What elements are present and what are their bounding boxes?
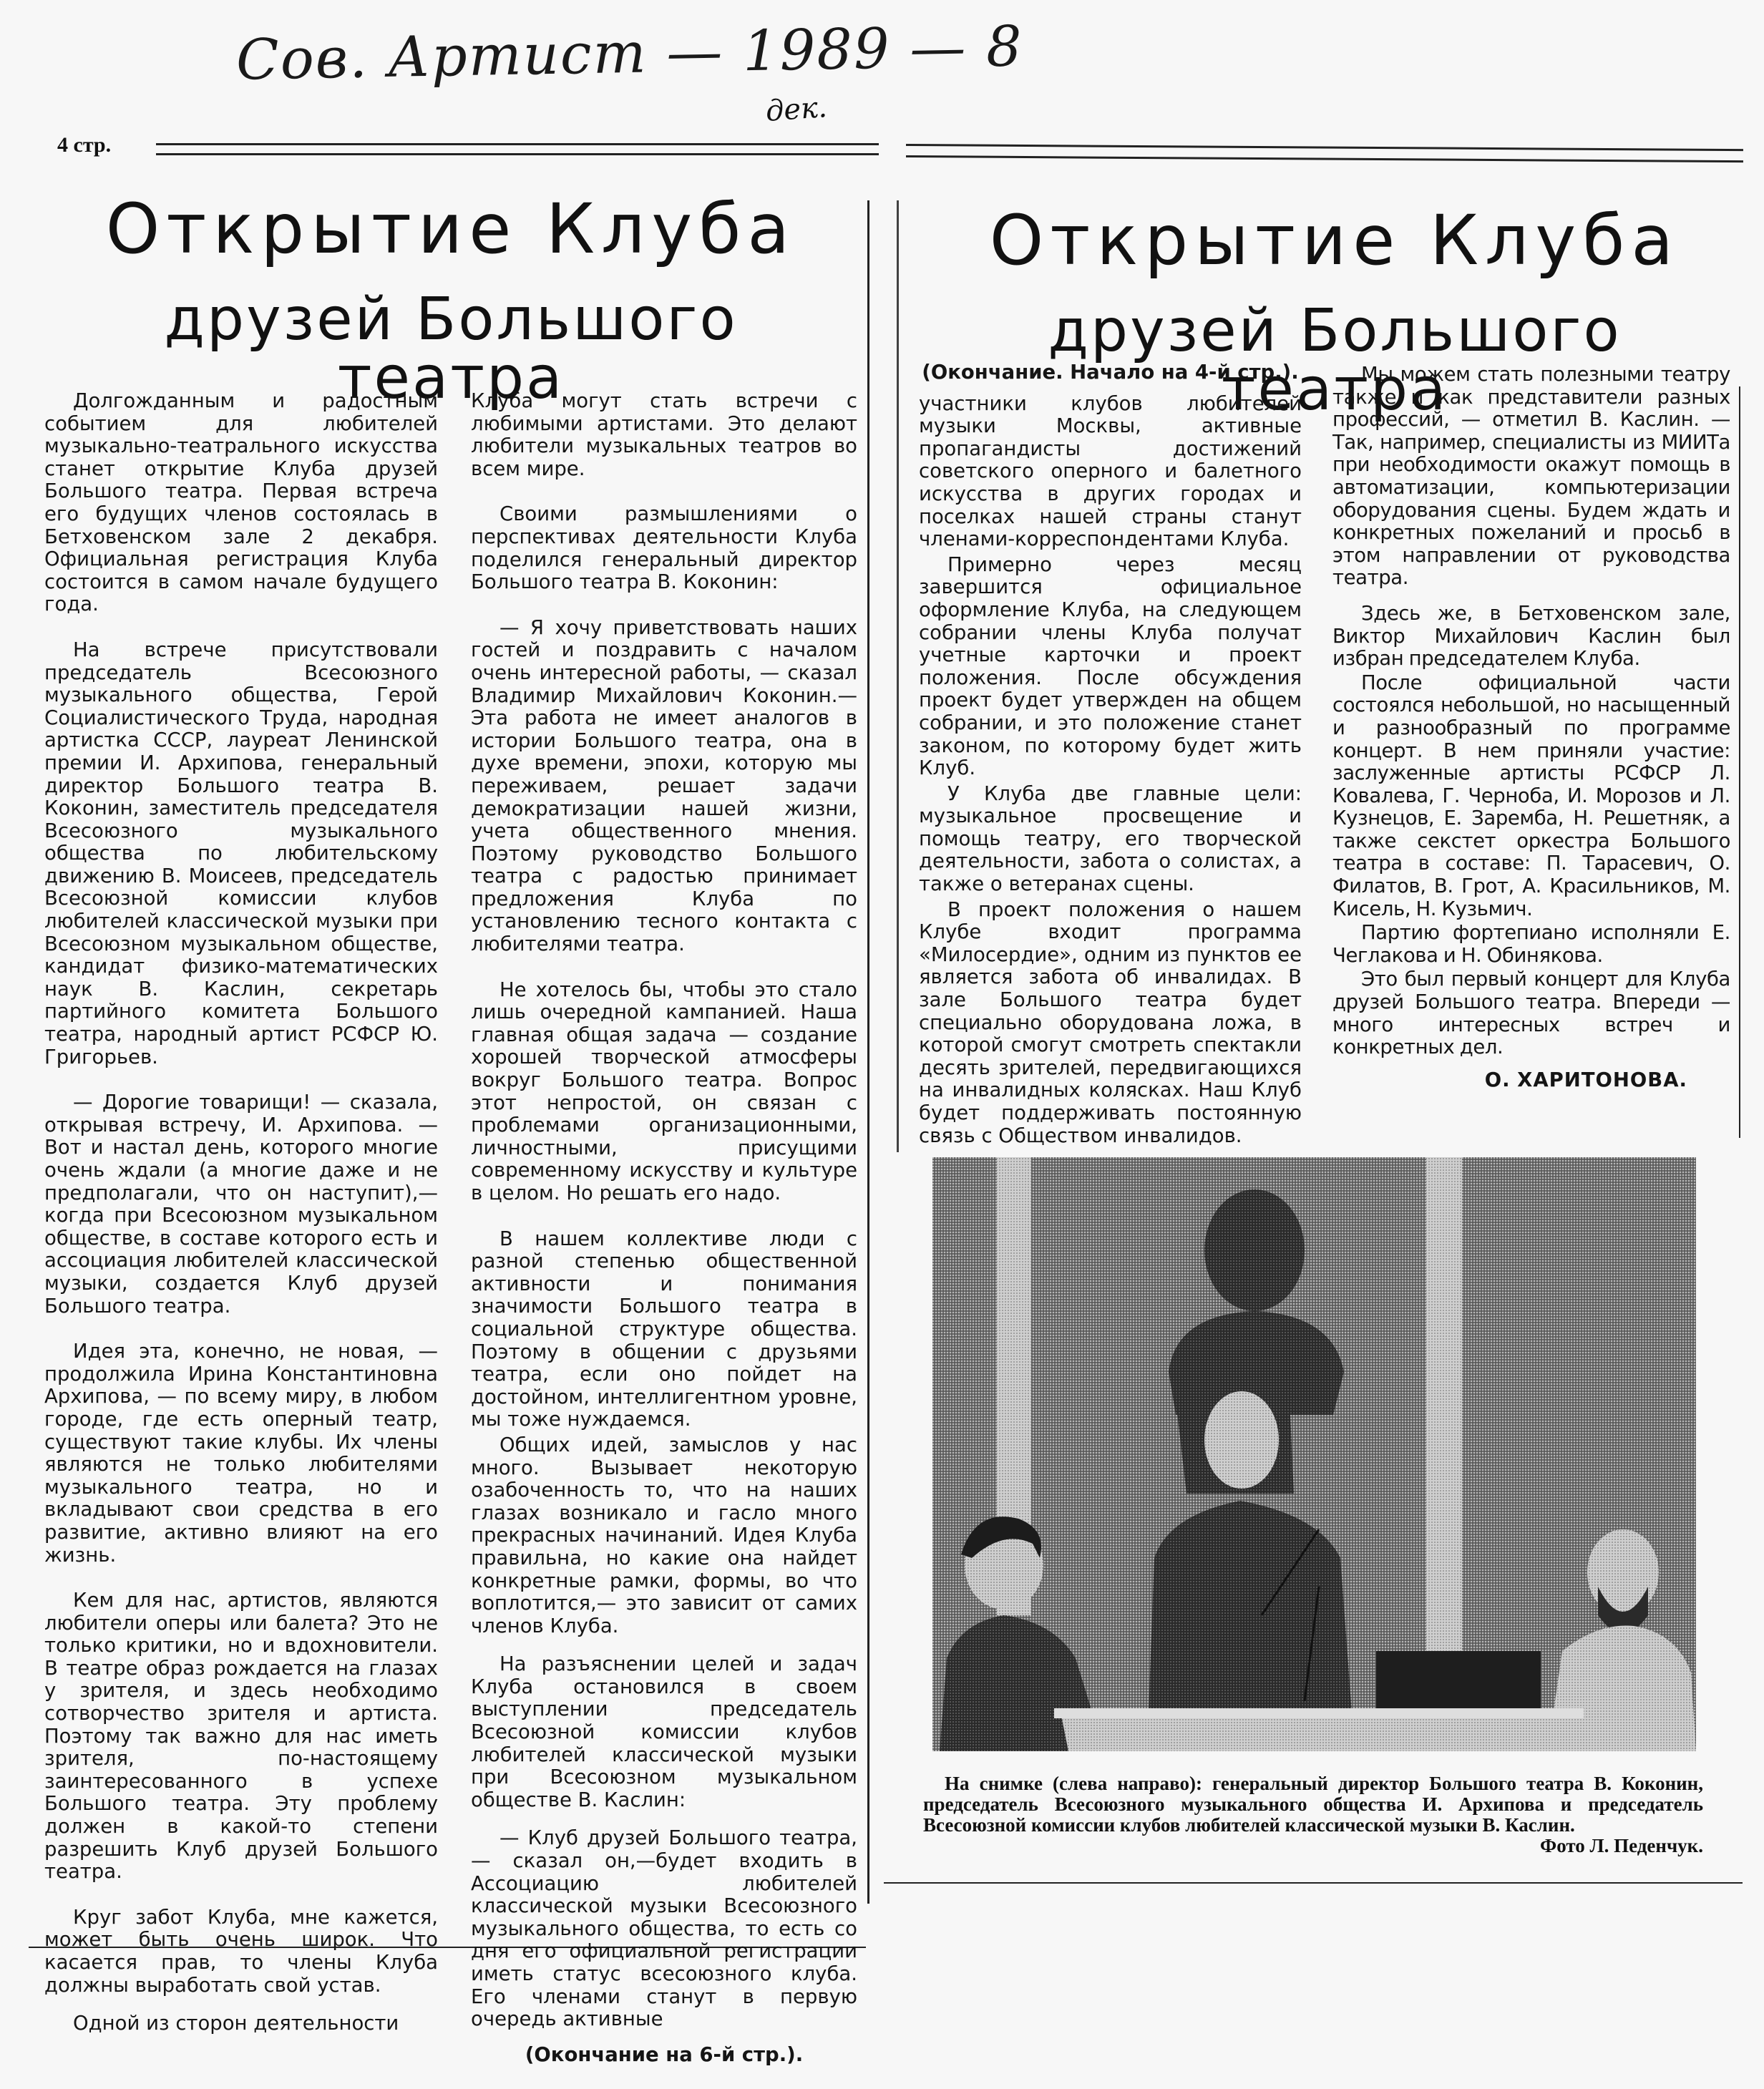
table-edge [1054,1708,1584,1718]
footer-rule-right [884,1882,1743,1884]
photo-caption-text: На снимке (слева направо): генеральный директор Большого театра В. Коконин, председатель Всесоюзного музыкального общества И. Архипова и председатель Всесоюзной комиссии клубов любителей классической музыки В. Каслин. [923,1773,1703,1836]
continued-on-note: (Окончание на 6-й стр.). [525,2042,804,2066]
paragraph: Кем для нас, артистов, являются любители оперы или балета? Это не только критики, но и вдохновители. В театре образ рождается на глазах у зрителя, и здесь необходимо сотворчество зрителя и артиста. Поэтому так важно для нас иметь зрителя, по-настоящему заинтересованного в успехе Большого театра. Эту проблему должен в какой-то степени разрешить Клуб друзей Большого театра. [44,1589,438,1884]
article-column-4 [1332,364,1730,1091]
page-number-label: 4 стр. [57,133,112,157]
woman-face [1204,1391,1279,1489]
column-separator-page-gutter [897,200,899,1152]
handwritten-month-note: дек. [764,91,829,128]
paragraph: — Клуб друзей Большого театра,— сказал он,—будет входить в Ассоциацию любителей классической музыки Всесоюзного музыкального общества, то есть со дня его официальной регистрации иметь статус всесоюзного клуба. Его членами станут в первую очередь активные [471,1826,857,2031]
paragraph: У Клуба две главные цели: музыкальное просвещение и помощь театру, его творческой деятельности, забота о солистах, а также о ветеранах сцены. [919,781,1302,896]
paragraph: Клуба могут стать встречи с любимыми артистами. Это делают любители музыкальных театров во всем мире. [471,389,857,480]
headline-left-line2: друзей Большого театра [164,286,738,412]
continuation-note: (Окончание. Начало на 4-й стр.). [922,361,1299,384]
paragraph: участники клубов любителей музыки Москвы, активные пропагандисты достижений советского оперного и балетного искусства в других городах и поселках нашей страны станут членами-корреспондентами Клуба. [919,391,1302,551]
handwritten-source-note: Сов. Артист — 1989 — 8 [235,14,1024,93]
pillar-right [1426,1157,1462,1651]
paragraph: Здесь же, в Бетховенском зале, Виктор Михайлович Каслин был избран председателем Клуба. [1332,601,1730,671]
paragraph: Долгожданным и радостным событием для любителей музыкально-театрального искусства станет открытие Клуба друзей Большого театра. Первая встреча его будущих членов состоялась в Бетховенском зале 2 декабря. Официальная регистрация Клуба состоится в самом начале будущего года. [44,389,438,616]
article-column-3 [919,361,1302,1170]
headline-right-line2: друзей Большого театра [1048,297,1622,424]
paragraph: Это был первый концерт для Клуба друзей Большого театра. Впереди — много интересных встреч и конкретных дел. [1332,968,1730,1059]
header-rule-top-right [906,144,1743,151]
paragraph: Общих идей, замыслов у нас много. Вызывает некоторую озабоченность то, что на наших глазах возникало и гасло много прекрасных начинаний. Идея Клуба правильна, но какие она найдет конкретные рамки, формы, во что воплотится,— это зависит от самих членов Клуба. [471,1433,857,1637]
article-column-2 [471,390,857,2089]
paragraph: Не хотелось бы, чтобы это стало лишь очередной кампанией. Наша главная общая задача — создание хорошей творческой атмосферы вокруг Большого театра. Вопрос этот непростой, он связан с проблемами организационными, личностными, присущими современному искусству и культуре в целом. Но решать его надо. [471,978,857,1204]
paragraph: — Я хочу приветствовать наших гостей и поздравить с началом очень интересной работы, — сказал Владимир Михайлович Коконин.—Эта работа не имеет аналогов в истории Большого театра, она в духе времени, эпохи, которую мы переживаем, решает задачи демократизации нашей жизни, учета общественного мнения. Поэтому руководство Большого театра с радостью принимает предложения Клуба по установлению тесного контакта с любителями театра. [471,615,857,956]
paragraph: В нашем коллективе люди с разной степенью общественной активности и понимания значимости Большого театра в социальной структуре общества. Поэтому в общении с друзьями театра, если оно пойдет на достойном, интеллигентном уровне, мы тоже нуждаемся. [471,1227,857,1431]
paragraph: Идея эта, конечно, не новая, — продолжила Ирина Константиновна Архипова, — по всему миру, в любом городе, где есть оперный театр, существуют такие клубы. Их члены являются не только любителями музыкального театра, но и вкладывают свои средства в его развитие, активно влияют на его жизнь. [44,1340,438,1567]
header-rule-bottom-left [156,153,879,155]
column-separator-left-page [867,200,869,1904]
halftone-photo-meeting [932,1157,1696,1751]
headline-left [57,189,844,412]
paragraph: — Дорогие товарищи! — сказала, открывая встречу, И. Архипова. — Вот и настал день, которого многие очень ждали (а многие даже и не предполагали, что он наступит),— когда при Всесоюзном музыкальном обществе, в составе которого есть и ассоциация любителей классической музыки, создается Клуб друзей Большого театра. [44,1091,438,1318]
paragraph: Партию фортепиано исполняли Е. Чеглакова и Н. Обинякова. [1332,921,1730,967]
photo-caption [923,1773,1703,1856]
byline: О. ХАРИТОНОВА. [1484,1068,1687,1091]
paragraph: Круг забот Клуба, мне кажется, может быть очень широк. Что касается прав, то члены Клуба должны выработать свой устав. [44,1905,438,1997]
paragraph: Примерно через месяц завершится официальное оформление Клуба, на следующем собрании члены Клуба получат учетные карточки и проект положения. После обсуждения проект будет утвержден на общем собрании, и это положение станет законом, по которому будет жить Клуб. [919,552,1302,780]
paragraph: На встрече присутствовали председатель Всесоюзного музыкального общества, Герой Социалистического Труда, народная артистка СССР, лауреат Ленинской премии И. Архипова, генеральный директор Большого театра В. Коконин, заместитель председателя Всесоюзного музыкального общества по любительскому движению В. Моисеев, председатель Всесоюзной комиссии клубов любителей классической музыки при Всесоюзном музыкальном обществе, кандидат физико-математических наук В. Каслин, секретарь партийного комитета Большого театра, народный артист РСФСР Ю. Григорьев. [44,638,438,1068]
header-rule-bottom-right [906,155,1743,162]
headline-right-line1: Открытие Клуба [989,200,1680,281]
lectern-dark [1376,1651,1541,1708]
paragraph: Мы можем стать полезными театру также и как представители разных профессий, — отметил В. Каслин. — Так, например, специалисты из МИИТа при необходимости окажут помощь в автоматизации, компьютеризации оборудования сцены. Будем ждать и конкретных пожеланий и просьб в этом направлении от руководства театра. [1332,363,1730,590]
header-rule-top-left [156,143,879,145]
paragraph: Одной из сторон деятельности [73,2012,399,2035]
paragraph: В проект положения о нашем Клубе входит программа «Милосердие», одним из пунктов ее является забота об инвалидах. В зале Большого театра будет специально оборудована ложа, в которой смогут смотреть спектакли десять зрителей, передвигающихся на инвалидных колясках. Наш Клуб будет поддерживать постоянную связь с Обществом инвалидов. [919,897,1302,1147]
paragraph: На разъяснении целей и задач Клуба остановился в своем выступлении председатель Всесоюзной комиссии клубов любителей классической музыки при Всесоюзном музыкальном обществе В. Каслин: [471,1652,857,1811]
article-column-1 [44,390,438,2058]
paragraph: После официальной части состоялся небольшой, но насыщенный и разнообразный по программе концерт. В нем приняли участие: заслуженные артисты РСФСР Л. Ковалева, Г. Черноба, И. Морозов и Л. Кузнецов, Е. Заремба, Н. Решетняк, а также секстет оркестра Большого театра в составе: П. Тарасевич, О. Филатов, В. Грот, А. Красильников, М. Кисель, Н. Кузьмич. [1332,671,1730,920]
news-photo [932,1157,1696,1751]
photo-credit: Фото Л. Педенчук. [1540,1835,1703,1856]
bust-head [1204,1189,1305,1311]
headline-left-line1: Открытие Клуба [105,189,796,269]
column-separator-right-page [1739,386,1740,1138]
table-front [1061,1715,1577,1751]
paragraph: Своими размышлениями о перспективах деятельности Клуба поделился генеральный директор Большого театра В. Коконин: [471,502,857,594]
